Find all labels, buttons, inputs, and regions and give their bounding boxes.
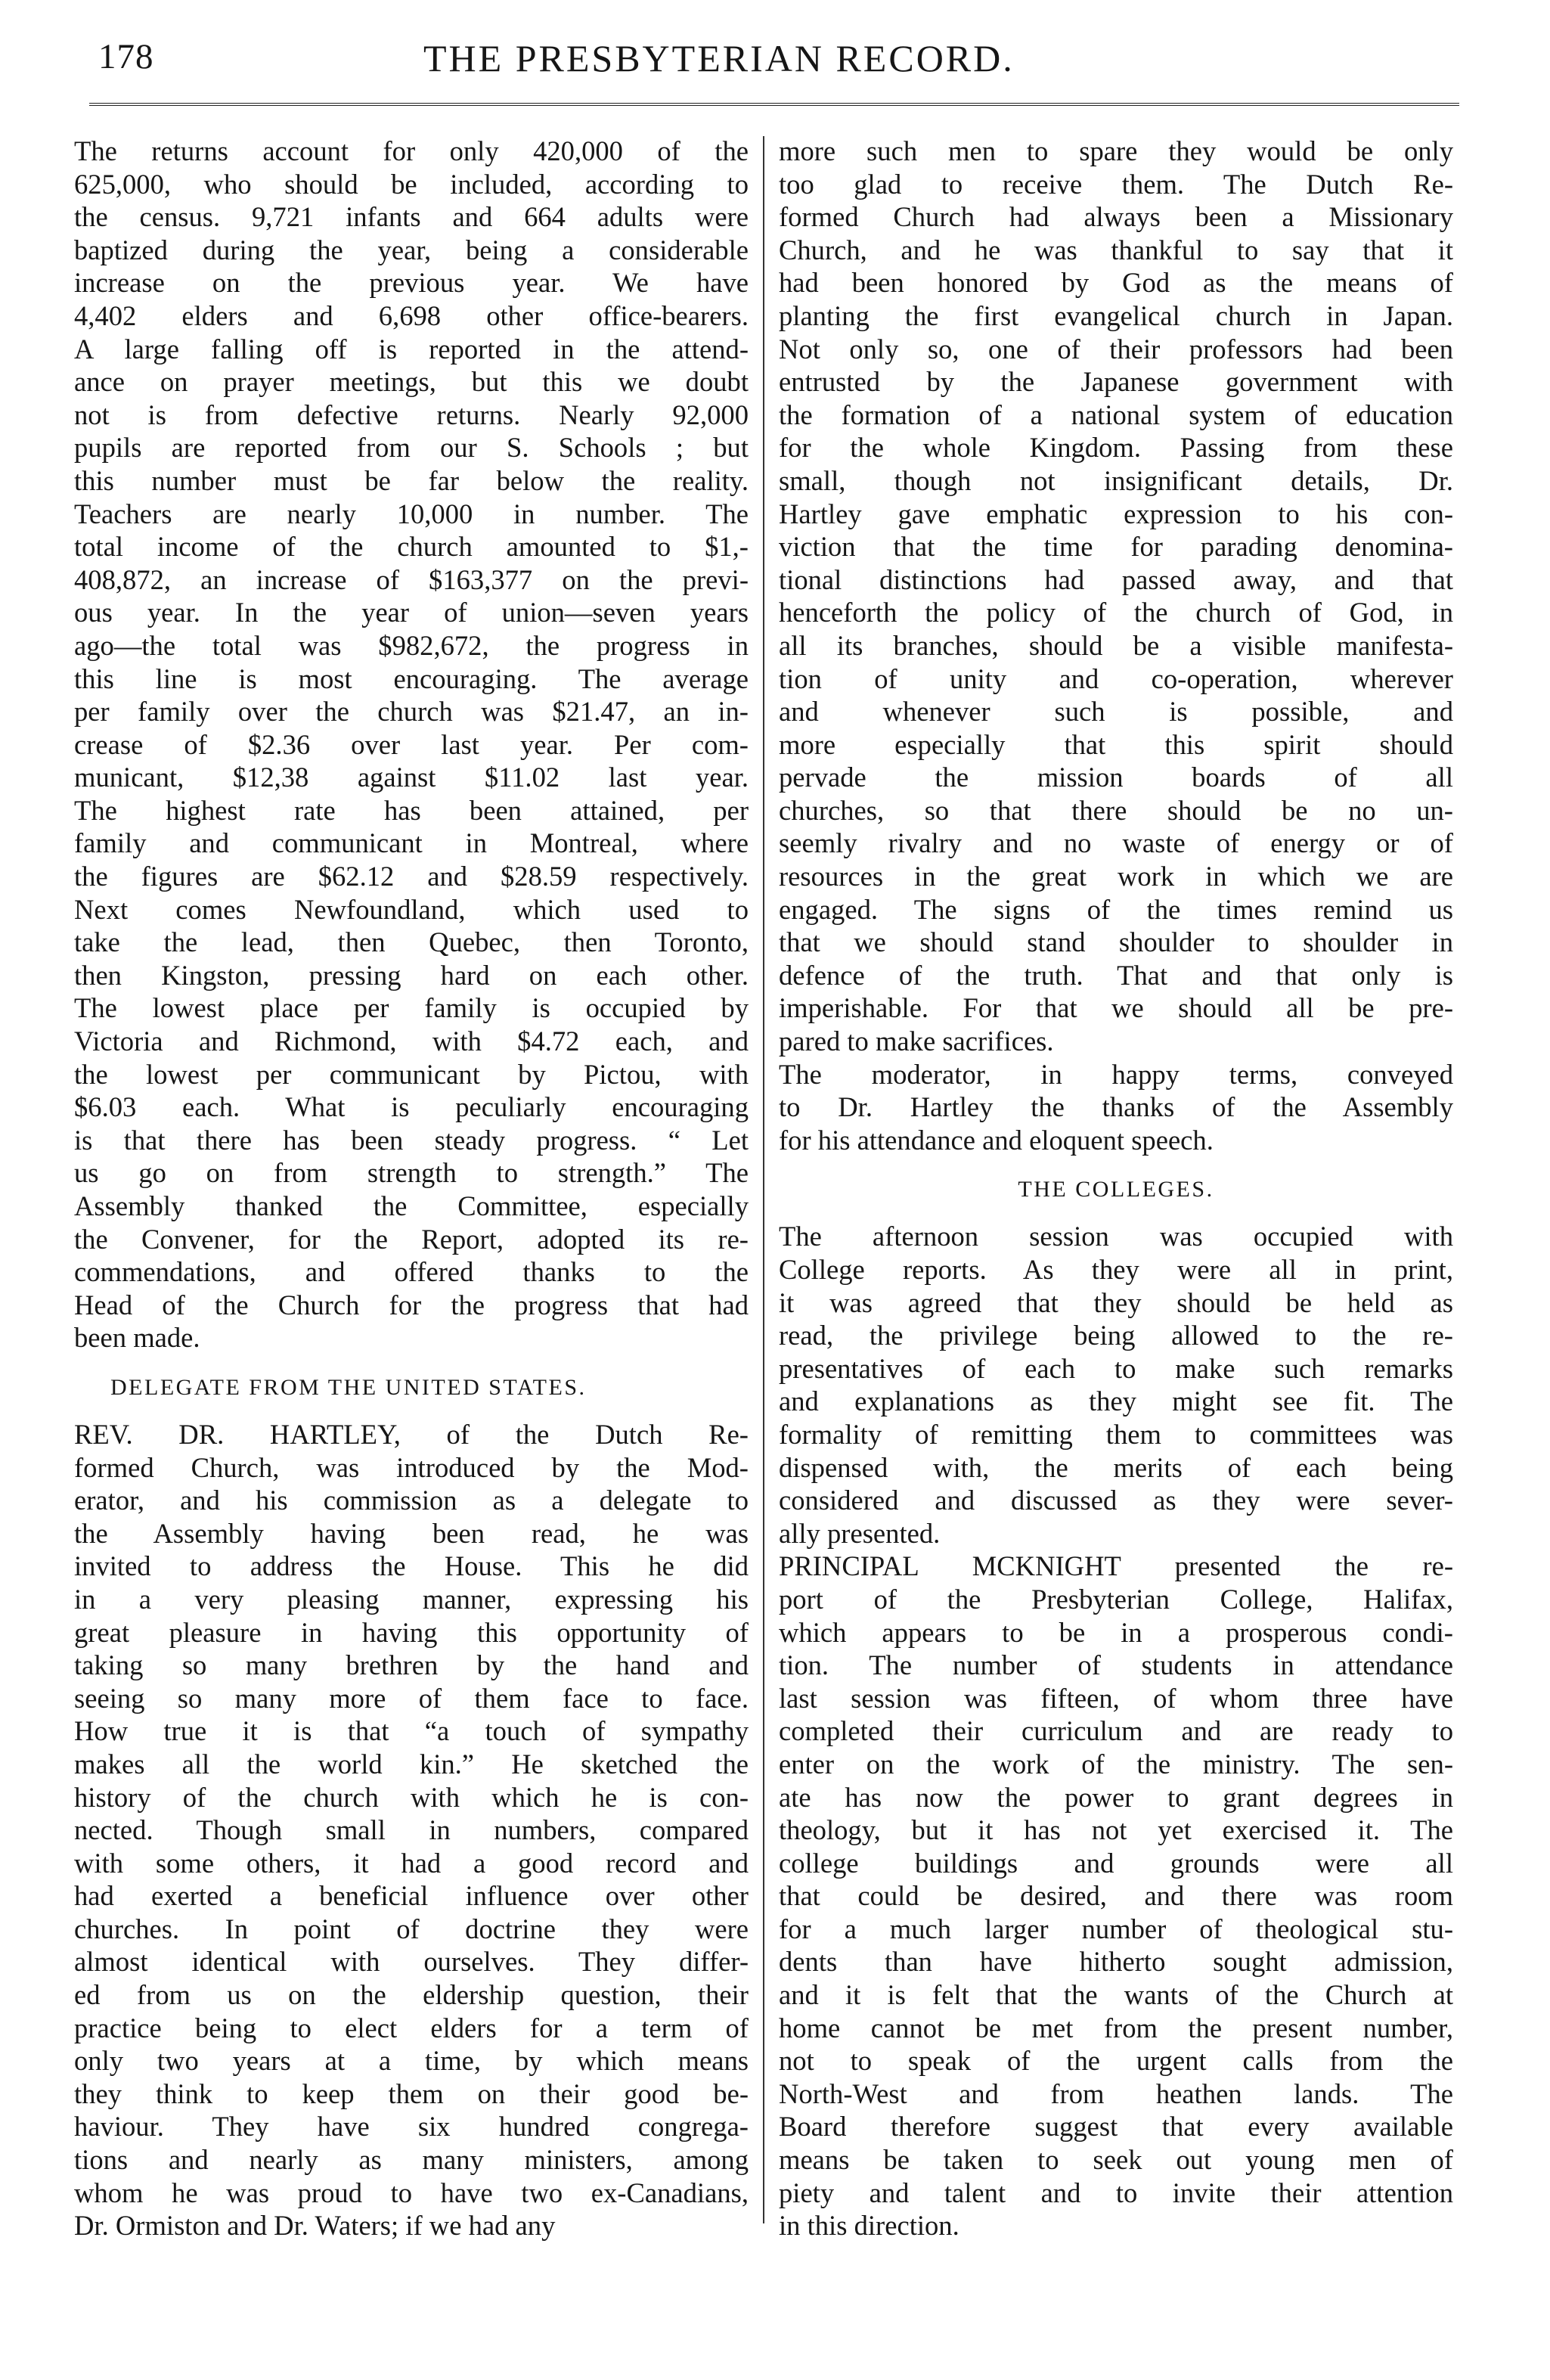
text-line: had been honored by God as the means of <box>779 267 1453 299</box>
text-line: PRINCIPAL MCKNIGHT presented the re- <box>779 1550 1453 1582</box>
text-line: almost identical with ourselves. They differ- <box>74 1946 749 1978</box>
text-line: engaged. The signs of the times remind us <box>779 893 1453 925</box>
text-line: Assembly thanked the Committee, especially <box>74 1190 749 1221</box>
text-line: piety and talent and to invite their attention <box>779 2177 1453 2208</box>
text-line: not is from defective returns. Nearly 92,000 <box>74 399 749 430</box>
text-line: tional distinctions had passed away, and that <box>779 563 1453 595</box>
text-line: The moderator, in happy terms, conveyed <box>779 1058 1453 1090</box>
text-line: planting the first evangelical church in Japan. <box>779 299 1453 331</box>
text-line: commendations, and offered thanks to the <box>74 1256 749 1288</box>
text-line: Hartley gave emphatic expression to his con- <box>779 498 1453 529</box>
halifax-college-paragraph <box>779 1550 1453 2242</box>
text-line: which appears to be in a prosperous condi- <box>779 1616 1453 1648</box>
text-line: defence of the truth. That and that only is <box>779 959 1453 991</box>
text-line: history of the church with which he is con- <box>74 1781 749 1813</box>
text-line: baptized during the year, being a considerable <box>74 234 749 265</box>
text-line: Not only so, one of their professors had been <box>779 333 1453 365</box>
text-line: the lowest per communicant by Pictou, with <box>74 1058 749 1090</box>
text-line: ous year. In the year of union—seven years <box>74 597 749 628</box>
text-line: ed from us on the eldership question, their <box>74 1979 749 2011</box>
text-line: that could be desired, and there was room <box>779 1880 1453 1912</box>
text-line: Board therefore suggest that every available <box>779 2111 1453 2143</box>
text-line: pared to make sacrifices. <box>779 1026 1054 1057</box>
text-line: Next comes Newfoundland, which used to <box>74 893 749 925</box>
text-line: taking so many brethren by the hand and <box>74 1649 749 1681</box>
text-line: How true it is that “a touch of sympathy <box>74 1715 749 1747</box>
text-line: small, though not insignificant details, Dr. <box>779 464 1453 496</box>
text-line: more such men to spare they would be only <box>779 135 1453 166</box>
text-line: seeing so many more of them face to face. <box>74 1682 749 1714</box>
text-line: for the whole Kingdom. Passing from these <box>779 432 1453 464</box>
text-line: invited to address the House. This he did <box>74 1550 749 1582</box>
text-line: great pleasure in having this opportunity of <box>74 1616 749 1648</box>
text-line: pupils are reported from our S. Schools ; but <box>74 432 749 464</box>
text-line: take the lead, then Quebec, then Toronto, <box>74 926 749 958</box>
text-line: not to speak of the urgent calls from the <box>779 2045 1453 2077</box>
header-rule <box>89 103 1459 106</box>
text-line: Teachers are nearly 10,000 in number. The <box>74 498 749 529</box>
text-line: this line is most encouraging. The average <box>74 662 749 694</box>
text-line: home cannot be met from the present number, <box>779 2012 1453 2043</box>
text-line: for his attendance and eloquent speech. <box>779 1124 1214 1156</box>
text-line: formed Church had always been a Missionary <box>779 201 1453 233</box>
text-line: erator, and his commission as a delegate to <box>74 1485 749 1516</box>
text-line: port of the Presbyterian College, Halifax, <box>779 1583 1453 1615</box>
text-line: presentatives of each to make such remarks <box>779 1352 1453 1384</box>
text-line: means be taken to seek out young men of <box>779 2144 1453 2176</box>
text-line: The lowest place per family is occupied by <box>74 992 749 1024</box>
text-line: resources in the great work in which we are <box>779 861 1453 892</box>
text-line: ance on prayer meetings, but this we doubt <box>74 366 749 398</box>
text-line: read, the privilege being allowed to the re- <box>779 1320 1453 1351</box>
text-line: too glad to receive them. The Dutch Re- <box>779 168 1453 200</box>
text-line: with some others, it had a good record and <box>74 1847 749 1879</box>
text-line: enter on the work of the ministry. The sen- <box>779 1748 1453 1780</box>
page-header <box>0 36 1550 97</box>
text-line: and it is felt that the wants of the Church at <box>779 1979 1453 2011</box>
text-line: REV. DR. HARTLEY, of the Dutch Re- <box>74 1418 749 1450</box>
text-line: imperishable. For that we should all be pre- <box>779 992 1453 1024</box>
text-line: they think to keep them on their good be- <box>74 2077 749 2109</box>
text-line: the census. 9,721 infants and 664 adults were <box>74 201 749 233</box>
text-line: seemly rivalry and no waste of energy or of <box>779 827 1453 859</box>
text-line: haviour. They have six hundred congrega- <box>74 2111 749 2143</box>
left-column <box>74 135 749 2242</box>
text-line: total income of the church amounted to $1,- <box>74 531 749 563</box>
text-line: formed Church, was introduced by the Mod- <box>74 1451 749 1483</box>
text-line: in this direction. <box>779 2210 959 2242</box>
text-line: practice being to elect elders for a term of <box>74 2012 749 2043</box>
text-line: makes all the world kin.” He sketched the <box>74 1748 749 1780</box>
text-line: A large falling off is reported in the attend- <box>74 333 749 365</box>
text-line: college buildings and grounds were all <box>779 1847 1453 1879</box>
text-line: this number must be far below the reality. <box>74 464 749 496</box>
hartley-continued-paragraph <box>779 135 1453 1058</box>
text-line: dispensed with, the merits of each being <box>779 1451 1453 1483</box>
text-line: theology, but it has not yet exercised it. The <box>779 1814 1453 1846</box>
text-line: ally presented. <box>779 1517 941 1549</box>
text-line: The returns account for only 420,000 of the <box>74 135 749 166</box>
text-line: tion of unity and co-operation, wherever <box>779 662 1453 694</box>
text-line: more especially that this spirit should <box>779 728 1453 760</box>
text-line: in a very pleasing manner, expressing his <box>74 1583 749 1615</box>
text-line: increase on the previous year. We have <box>74 267 749 299</box>
text-line: whom he was proud to have two ex-Canadians, <box>74 2177 749 2208</box>
text-line: only two years at a time, by which means <box>74 2045 749 2077</box>
text-line: that we should stand shoulder to shoulder in <box>779 926 1453 958</box>
text-line: College reports. As they were all in print, <box>779 1254 1453 1285</box>
text-line: 625,000, who should be included, according to <box>74 168 749 200</box>
text-line: Church, and he was thankful to say that it <box>779 234 1453 265</box>
text-line: been made. <box>74 1322 200 1354</box>
text-line: crease of $2.36 over last year. Per com- <box>74 728 749 760</box>
text-line: municant, $12,38 against $11.02 last year. <box>74 762 749 793</box>
text-line: North-West and from heathen lands. The <box>779 2077 1453 2109</box>
text-line: completed their curriculum and are ready to <box>779 1715 1453 1747</box>
text-line: nected. Though small in numbers, compared <box>74 1814 749 1846</box>
text-line: to Dr. Hartley the thanks of the Assembly <box>779 1091 1453 1123</box>
text-line: Dr. Ormiston and Dr. Waters; if we had any <box>74 2210 556 2242</box>
text-line: Head of the Church for the progress that had <box>74 1289 749 1320</box>
text-line: it was agreed that they should be held as <box>779 1286 1453 1318</box>
text-line: considered and discussed as they were sever- <box>779 1485 1453 1516</box>
text-line: tion. The number of students in attendance <box>779 1649 1453 1681</box>
text-line: and whenever such is possible, and <box>779 696 1453 728</box>
text-line: churches, so that there should be no un- <box>779 794 1453 826</box>
text-line: entrusted by the Japanese government with <box>779 366 1453 398</box>
colleges-heading: THE COLLEGES. <box>1018 1177 1214 1202</box>
text-line: us go on from strength to strength.” The <box>74 1157 749 1189</box>
colleges-paragraph <box>779 1220 1453 1550</box>
text-line: Victoria and Richmond, with $4.72 each, and <box>74 1026 749 1057</box>
page-number: 178 <box>98 37 154 76</box>
text-line: per family over the church was $21.47, an in- <box>74 696 749 728</box>
text-line: the formation of a national system of education <box>779 399 1453 430</box>
text-line: is that there has been steady progress. “ Let <box>74 1124 749 1156</box>
text-line: family and communicant in Montreal, where <box>74 827 749 859</box>
returns-paragraph <box>74 135 749 1354</box>
text-line: dents than have hitherto sought admission, <box>779 1946 1453 1978</box>
text-line: $6.03 each. What is peculiarly encouraging <box>74 1091 749 1123</box>
text-line: The afternoon session was occupied with <box>779 1221 1453 1252</box>
text-line: 4,402 elders and 6,698 other office-bearers. <box>74 299 749 331</box>
column-divider <box>763 136 764 2223</box>
text-line: then Kingston, pressing hard on each other. <box>74 959 749 991</box>
text-line: The highest rate has been attained, per <box>74 794 749 826</box>
running-head-title: THE PRESBYTERIAN RECORD. <box>423 37 1015 79</box>
text-line: pervade the mission boards of all <box>779 762 1453 793</box>
moderator-paragraph <box>779 1058 1453 1157</box>
text-line: the figures are $62.12 and $28.59 respectively. <box>74 861 749 892</box>
text-line: ate has now the power to grant degrees in <box>779 1781 1453 1813</box>
text-line: ago—the total was $982,672, the progress in <box>74 629 749 661</box>
text-line: formality of remitting them to committees was <box>779 1418 1453 1450</box>
text-line: viction that the time for parading denomina- <box>779 531 1453 563</box>
text-line: all its branches, should be a visible manifesta- <box>779 629 1453 661</box>
text-line: 408,872, an increase of $163,377 on the previ- <box>74 563 749 595</box>
text-line: tions and nearly as many ministers, among <box>74 2144 749 2176</box>
text-line: and explanations as they might see fit. The <box>779 1385 1453 1417</box>
delegate-heading: DELEGATE FROM THE UNITED STATES. <box>110 1374 587 1400</box>
hartley-paragraph <box>74 1418 749 2242</box>
text-line: henceforth the policy of the church of God, in <box>779 597 1453 628</box>
right-column <box>779 135 1453 2242</box>
text-line: churches. In point of doctrine they were <box>74 1913 749 1944</box>
text-line: the Convener, for the Report, adopted its re- <box>74 1223 749 1255</box>
text-line: had exerted a beneficial influence over other <box>74 1880 749 1912</box>
text-line: for a much larger number of theological stu- <box>779 1913 1453 1944</box>
text-line: the Assembly having been read, he was <box>74 1517 749 1549</box>
text-line: last session was fifteen, of whom three have <box>779 1682 1453 1714</box>
